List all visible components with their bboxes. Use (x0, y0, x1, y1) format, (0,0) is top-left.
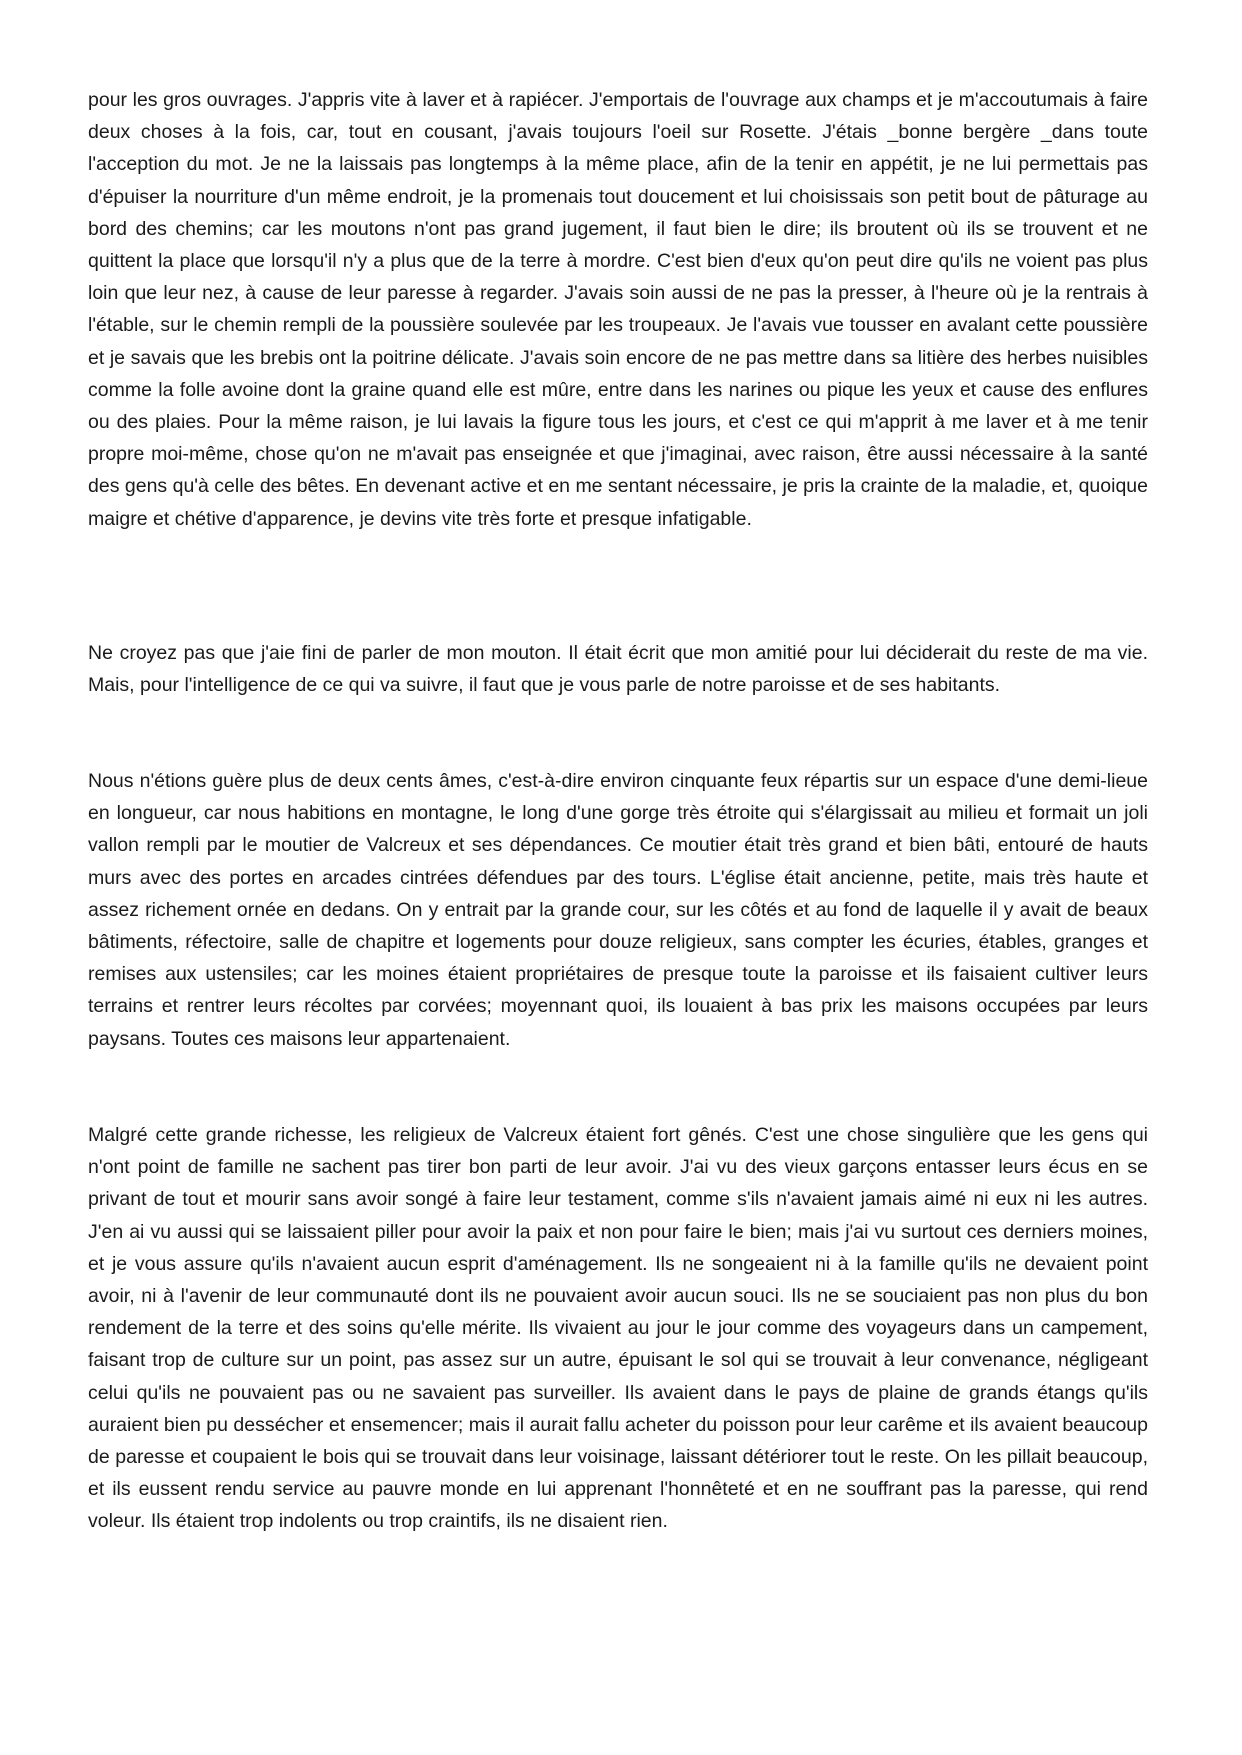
paragraph-1: pour les gros ouvrages. J'appris vite à laver et à rapiécer. J'emportais de l'ouvrage aux champs et je m'accoutumais à faire deux choses à la fois, car, tout en cousant, j'avais toujours l'oeil sur Rosette. J'étais _bonne bergère _dans toute l'acception du mot. Je ne la laissais pas longtemps à la même place, afin de la tenir en appétit, je ne lui permettais pas d'épuiser la nourriture d'un même endroit, je la promenais tout doucement et lui choisissais son petit bout de pâturage au bord des chemins; car les moutons n'ont pas grand jugement, il faut bien le dire; ils broutent où ils se trouvent et ne quittent la place que lorsqu'il n'y a plus que de la terre à mordre. C'est bien d'eux qu'on peut dire qu'ils ne voient pas plus loin que leur nez, à cause de leur paresse à regarder. J'avais soin aussi de ne pas la presser, à l'heure où je la rentrais à l'étable, sur le chemin rempli de la poussière soulevée par les troupeaux. Je l'avais vue tousser en avalant cette poussière et je savais que les brebis ont la poitrine délicate. J'avais soin encore de ne pas mettre dans sa litière des herbes nuisibles comme la folle avoine dont la graine quand elle est mûre, entre dans les narines ou pique les yeux et cause des enflures ou des plaies. Pour la même raison, je lui lavais la figure tous les jours, et c'est ce qui m'apprit à me laver et à me tenir propre moi-même, chose qu'on ne m'avait pas enseignée et que j'imaginai, avec raison, être aussi nécessaire à la santé des gens qu'à celle des bêtes. En devenant active et en me sentant nécessaire, je pris la crainte de la maladie, et, quoique maigre et chétive d'apparence, je devins vite très forte et presque infatigable. (88, 89, 1148, 530)
paragraph-2: Ne croyez pas que j'aie fini de parler de mon mouton. Il était écrit que mon amitié pour lui déciderait du reste de ma vie. Mais, pour l'intelligence de ce qui va suivre, il faut que je vous parle de notre paroisse et de ses habitants. (88, 642, 1148, 697)
paragraph-3: Nous n'étions guère plus de deux cents âmes, c'est-à-dire environ cinquante feux répartis sur un espace d'une demi-lieue en longueur, car nous habitions en montagne, le long d'une gorge très étroite qui s'élargissait au milieu et formait un joli vallon rempli par le moutier de Valcreux et ses dépendances. Ce moutier était très grand et bien bâti, entouré de hauts murs avec des portes en arcades cintrées défendues par des tours. L'église était ancienne, petite, mais très haute et assez richement ornée en dedans. On y entrait par la grande cour, sur les côtés et au fond de laquelle il y avait de beaux bâtiments, réfectoire, salle de chapitre et logements pour douze religieux, sans compter les écuries, étables, granges et remises aux ustensiles; car les moines étaient propriétaires de presque toute la paroisse et ils faisaient cultiver leurs terrains et rentrer leurs récoltes par corvées; moyennant quoi, ils louaient à bas prix les maisons occupées par leurs paysans. Toutes ces maisons leur appartenaient. (88, 770, 1148, 1050)
paragraph-4: Malgré cette grande richesse, les religieux de Valcreux étaient fort gênés. C'est une chose singulière que les gens qui n'ont point de famille ne sachent pas tirer bon parti de leur avoir. J'ai vu des vieux garçons entasser leurs écus en se privant de tout et mourir sans avoir songé à faire leur testament, comme s'ils n'avaient jamais aimé ni eux ni les autres. J'en ai vu aussi qui se laissaient piller pour avoir la paix et non pour faire le bien; mais j'ai vu surtout ces derniers moines, et je vous assure qu'ils n'avaient aucun esprit d'aménagement. Ils ne songeaient ni à la famille qu'ils ne devaient point avoir, ni à l'avenir de leur communauté dont ils ne pouvaient avoir aucun souci. Ils ne se souciaient pas non plus du bon rendement de la terre et des soins qu'elle mérite. Ils vivaient au jour le jour comme des voyageurs dans un campement, faisant trop de culture sur un point, pas assez sur un autre, épuisant le sol qui se trouvait à leur convenance, négligeant celui qu'ils ne pouvaient pas ou ne savaient pas surveiller. Ils avaient dans le pays de plaine de grands étangs qu'ils auraient bien pu dessécher et ensemencer; mais il aurait fallu acheter du poisson pour leur carême et ils avaient beaucoup de paresse et coupaient le bois qui se trouvait dans leur voisinage, laissant détériorer tout le reste. On les pillait beaucoup, et ils eussent rendu service au pauvre monde en lui apprenant l'honnêteté et en ne souffrant pas la paresse, qui rend voleur. Ils étaient trop indolents ou trop craintifs, ils ne disaient rien. (88, 1124, 1148, 1533)
